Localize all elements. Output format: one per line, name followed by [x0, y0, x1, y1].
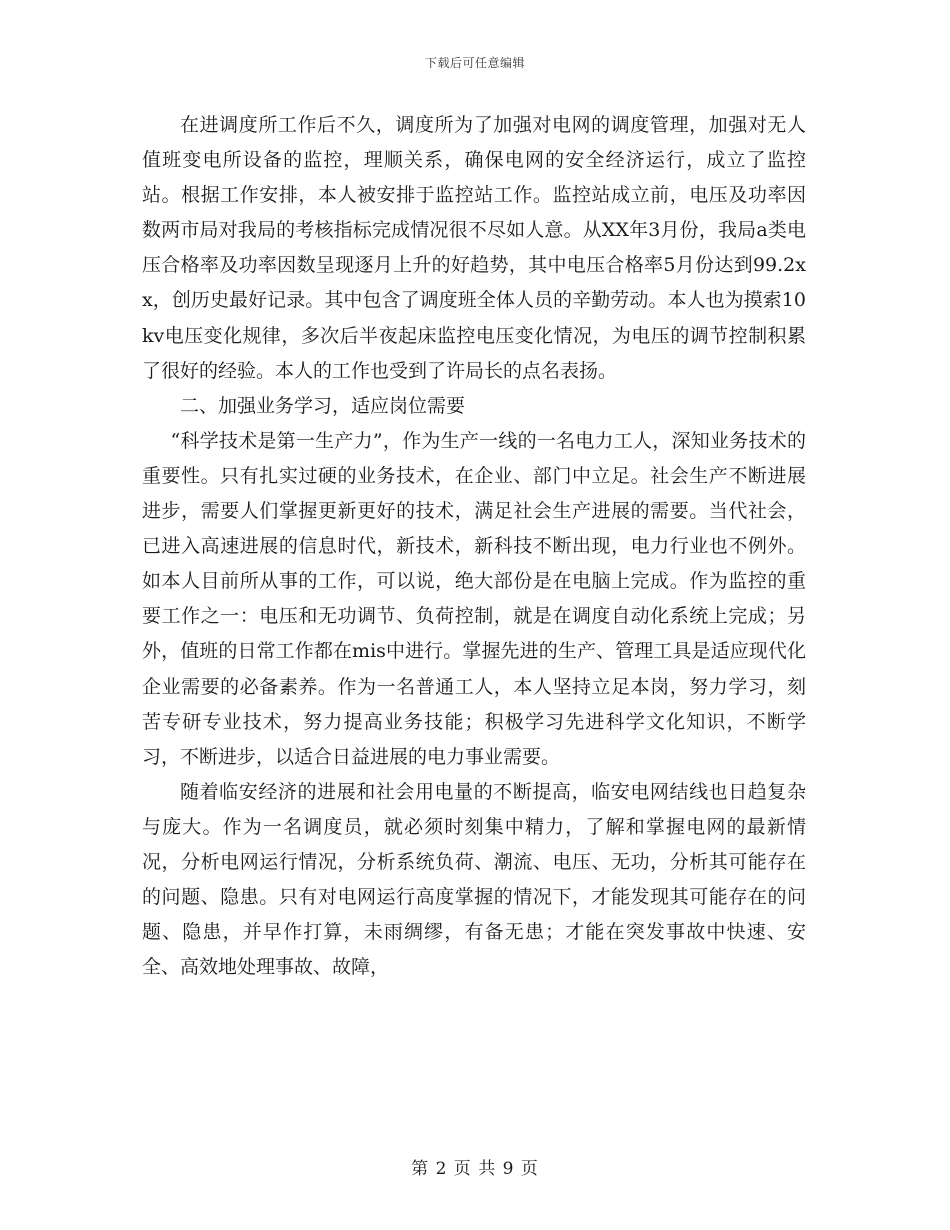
page-number: 第 2 页 共 9 页 [411, 1159, 539, 1179]
paragraph-2: “科学技术是第一生产力”，作为生产一线的一名电力工人，深知业务技术的重要性。只有扎实过硬的业务技术，在企业、部门中立足。社会生产不断进展进步，需要人们掌握更新更好的技术，满足社会生产进展的需要。当代社会，已进入高速进展的信息时代，新技术，新科技不断出现，电力行业也不例外。如本人目前所从事的工作，可以说，绝大部份是在电脑上完成。作为监控的重要工作之一：电压和无功调节、负荷控制，就是在调度自动化系统上完成；另外，值班的日常工作都在mis中进行。掌握先进的生产、管理工具是适应现代化企业需要的必备素养。作为一名普通工人，本人坚持立足本岗，努力学习，刻苦专研专业技术，努力提高业务技能；积极学习先进科学文化知识，不断学习，不断进步，以适合日益进展的电力事业需要。 [142, 429, 806, 768]
paragraph-1: 在进调度所工作后不久，调度所为了加强对电网的调度管理，加强对无人值班变电所设备的监控，理顺关系，确保电网的安全经济运行，成立了监控站。根据工作安排，本人被安排于监控站工作。监控站成立前，电压及功率因数两市局对我局的考核指标完成情况很不尽如人意。从XX年3月份，我局a类电压合格率及功率因数呈现逐月上升的好趋势，其中电压合格率5月份达到99.2xx，创历史最好记录。其中包含了调度班全体人员的辛勤劳动。本人也为摸索10kv电压变化规律，多次后半夜起床监控电压变化情况，为电压的调节控制积累了很好的经验。本人的工作也受到了许局长的点名表扬。 [142, 114, 806, 382]
document-body [142, 108, 806, 985]
paragraph-3: 随着临安经济的进展和社会用电量的不断提高，临安电网结线也日趋复杂与庞大。作为一名调度员，就必须时刻集中精力，了解和掌握电网的最新情况，分析电网运行情况，分析系统负荷、潮流、电压、无功，分析其可能存在的问题、隐患。只有对电网运行高度掌握的情况下，才能发现其可能存在的问题、隐患，并早作打算，未雨绸缪，有备无患；才能在突发事故中快速、安全、高效地处理事故、故障， [142, 780, 806, 979]
section-heading: 二、加强业务学习，适应岗位需要 [180, 394, 466, 417]
page-header: 下载后可任意编辑 [424, 56, 525, 70]
